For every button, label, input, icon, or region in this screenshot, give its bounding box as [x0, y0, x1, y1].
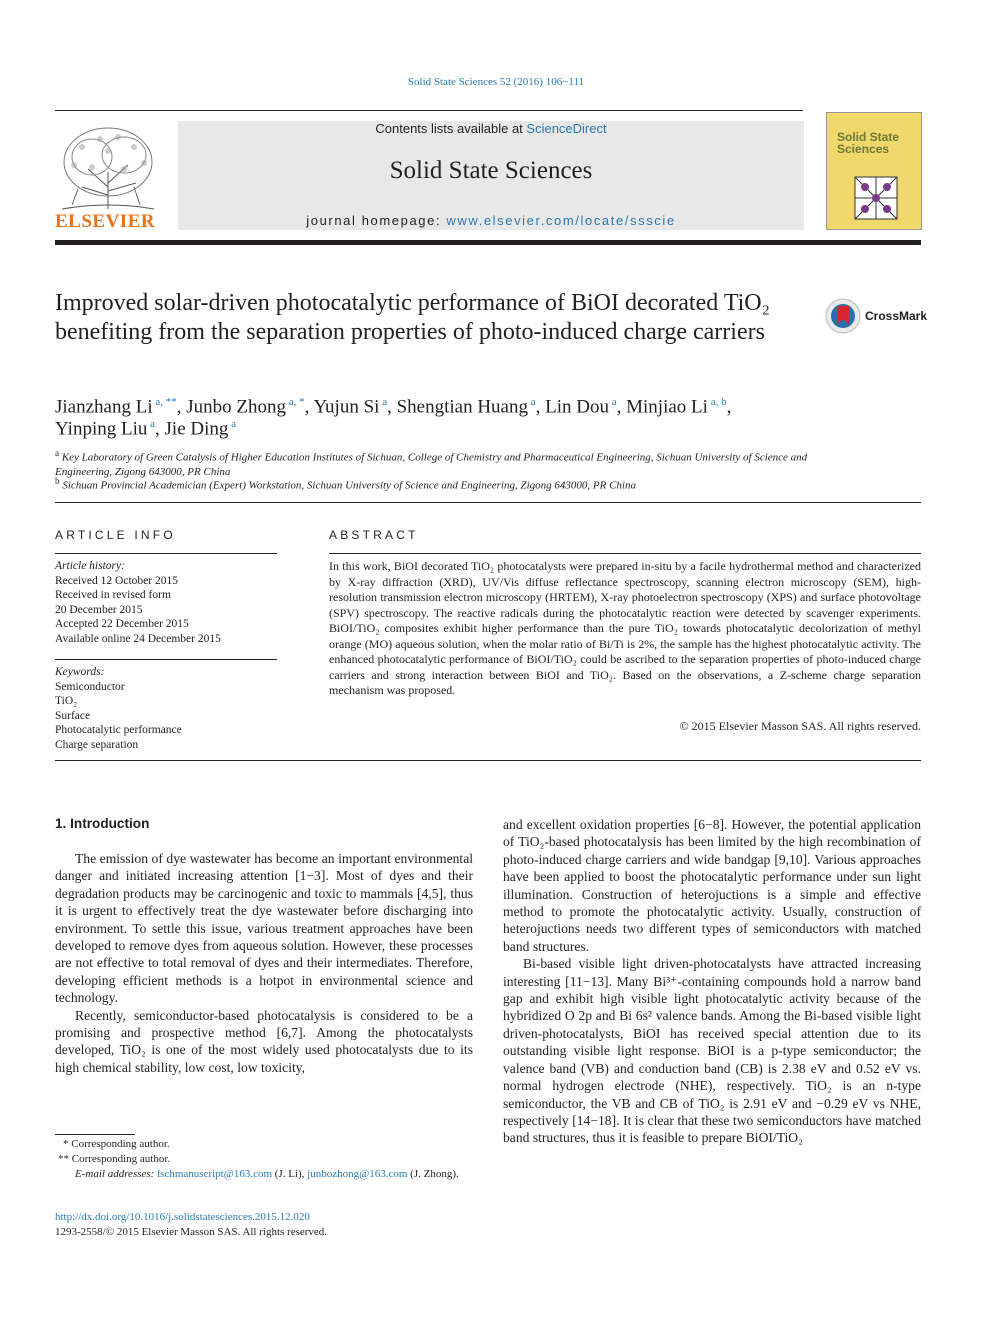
body-rule [55, 760, 921, 761]
abstract-copyright: © 2015 Elsevier Masson SAS. All rights reserved. [679, 719, 921, 733]
contents-line [178, 121, 804, 136]
crossmark-badge[interactable] [825, 296, 928, 336]
author-name: Yujun Si [313, 396, 380, 418]
corresponding-author-1: * Corresponding author. [63, 1138, 170, 1150]
introduction-heading: 1. Introduction [55, 816, 150, 831]
author-name: Minjiao Li [626, 396, 708, 418]
paragraph: The emission of dye wastewater has become an important environmental danger and initiated increasing attention [1−3]. Most of dyes and their degradation products may be carcinogenic and toxic to mammals [4,5], thus it is urgent to effectively treat the dye wastewater before discharging into environment. To settle this issue, various treatment approaches have been developed to remove dyes from aqueous solution. However, these processes are not effective to total removal of dyes and their intermediates. Therefore, developing efficient methods is a hotpot in environmental science and technology. [55, 851, 473, 1006]
footnotes [55, 1137, 473, 1182]
keywords-rule [55, 659, 277, 660]
body-column-right [503, 816, 921, 1147]
article-info-label: ARTICLE INFO [55, 528, 176, 542]
cover-title: Solid State Sciences [837, 130, 900, 156]
keyword-item: Semiconductor [55, 680, 125, 693]
homepage-link[interactable]: www.elsevier.com/locate/ssscie [446, 213, 676, 228]
history-item: Available online 24 December 2015 [55, 632, 221, 645]
header-thick-rule [55, 240, 921, 245]
author-affiliation-marker[interactable]: a [228, 418, 237, 430]
author-affiliation-marker[interactable]: a [527, 396, 536, 408]
crossmark-label: CrossMark [865, 309, 928, 323]
homepage-prefix: journal homepage: [306, 213, 447, 228]
email-label: E-mail addresses: [75, 1168, 155, 1180]
cover-crystal-icon [853, 175, 899, 221]
issn-line: 1293-2558/© 2015 Elsevier Masson SAS. All rights reserved. [55, 1226, 328, 1238]
header-top-rule [55, 110, 803, 111]
keyword-item: TiO₂ [55, 695, 78, 707]
author-affiliation-marker[interactable]: a [608, 396, 617, 408]
email-owner-li: (J. Li), [274, 1168, 305, 1180]
article-history [55, 559, 277, 646]
history-item: 20 December 2015 [55, 603, 143, 616]
abstract-rule [329, 553, 921, 554]
email-link-zhong[interactable]: junbozhong@163.com [307, 1168, 408, 1180]
history-item: Received in revised form [55, 589, 171, 601]
history-label: Article history: [55, 560, 125, 572]
affiliation-b: $^b$ Sichuan Provincial Academician (Expert) Workstation, Sichuan University of Science and Engineering, Zigong 643000, PR China [55, 476, 636, 492]
article-title: Improved solar-driven photocatalytic performance of BiOI decorated TiO₂ benefiting from the separation properties of photo-induced charge carriers [55, 290, 770, 345]
author-name: Shengtian Huang [396, 396, 528, 418]
keyword-item: Surface [55, 709, 91, 722]
author-affiliation-marker[interactable]: a [379, 396, 388, 408]
author-affiliation-marker[interactable]: a [147, 418, 156, 430]
doi-link[interactable]: http://dx.doi.org/10.1016/j.solidstatesciences.2015.12.020 [55, 1211, 310, 1223]
author-name: Jie Ding [164, 418, 229, 440]
keyword-item: Charge separation [55, 738, 139, 751]
email-line [55, 1167, 473, 1182]
crossmark-icon [825, 296, 865, 336]
homepage-line [178, 213, 804, 228]
author-name: Yinping Liu [55, 418, 148, 440]
author-name: Lin Dou [545, 396, 609, 418]
email-link-li[interactable]: lschmanuscript@163.com [157, 1168, 273, 1180]
journal-name: Solid State Sciences [389, 157, 593, 184]
paragraph: and excellent oxidation properties [6−8]. However, the potential application of TiO₂-based photocatalysis has been limited by the high recombination of photo-induced charge carriers and wide bandgap [9,10]. Various approaches have been applied to boost the photocatalytic performance under sun light illumination. Construction of heterojuctions is a simple and effective method to promote the photocatalytic activity. Usually, construction of heterojuctions needs two different types of semiconductors with matched band structures. [503, 817, 921, 954]
author-list-line-1: Jianzhang Li $^{a, **}$, Junbo Zhong $^{a, *}$, Yujun Si $^a$, Shengtian Huang $^a$, Lin Dou $^a$, Minjiao Li $^{a, b}$, [55, 396, 732, 418]
abstract-label: ABSTRACT [329, 528, 419, 542]
keywords-block [55, 665, 277, 752]
abstract-text: In this work, BiOI decorated TiO₂ photocatalysts were prepared in-situ by a facile hydrothermal method and characterized by X-ray diffraction (XRD), UV/Vis diffuse reflectance spectroscopy, scanning electron microscopy (SEM), high-resolution transmission electron microscopy (HRTEM), X-ray photoelectron spectroscopy (XPS) and surface photovoltage (SPV) spectroscopy. The reactive radicals during the photocatalytic reaction were detected by scavenger experiments. BiOI/TiO₂ composites exhibit higher performance than the pure TiO₂ towards photocatalytic decolorization of methyl orange (MO) aqueous solution, when the molar ratio of Bi/Ti is 2%, the sample has the highest photocatalytic activity. The enhanced photocatalytic performance of BiOI/TiO₂ could be ascribed to the separation properties of photo-induced charge carriers and strong interaction between BiOI and TiO₂. Based on the observations, a Z-scheme charge separation mechanism was proposed. [329, 559, 921, 697]
journal-reference[interactable]: Solid State Sciences 52 (2016) 106−111 [407, 76, 585, 88]
affiliation-b-text: Sichuan Provincial Academician (Expert) Workstation, Sichuan University of Science and Engineering, Zigong 643000, PR China [62, 479, 636, 492]
affiliation-a: $^a$ Key Laboratory of Green Catalysis of Higher Education Institutes of Sichuan, College of Chemistry and Pharmaceutical Engineering, Sichuan University of Science and Engineering, Zigong 643000, PR China [55, 448, 808, 478]
author-affiliation-marker[interactable]: a, b [707, 396, 727, 408]
history-item: Accepted 22 December 2015 [55, 618, 189, 630]
paragraph: Bi-based visible light driven-photocatalysts have attracted increasing interesting [11−13]. Many Bi³⁺-containing compounds hold a narrow band gap and exhibit high visible light photocatalytic activity because of the hybridized O 2p and Bi 6s² valence bands. Among the Bi-based visible light driven-photocatalysts, BiOI has received special attention due to its outstanding visible light response. BiOI is a p-type semiconductor; the valence band (VB) and conduction band (CB) is 2.38 eV and 0.52 eV vs. normal hydrogen electrode (NHE), respectively. TiO₂ is an n-type semiconductor, the VB and CB of TiO₂ is 2.91 eV and −0.29 eV vs NHE, respectively [14−18]. It is clear that these two semiconductors have matched band structures, thus it is feasible to prepare BiOI/TiO₂ [503, 956, 921, 1146]
author-name: Jianzhang Li [55, 396, 153, 418]
history-item: Received 12 October 2015 [55, 574, 178, 587]
corresponding-author-2: ** Corresponding author. [58, 1153, 171, 1165]
paragraph: Recently, semiconductor-based photocatalysis is considered to be a promising and prospective method [6,7]. Among the photocatalysts developed, TiO₂ is one of the most widely used photocatalysts due to its high chemical stability, low cost, low toxicity, [55, 1007, 473, 1075]
body-column-left [55, 850, 473, 1076]
author-name: Junbo Zhong [186, 396, 286, 418]
keyword-item: Photocatalytic performance [55, 724, 182, 736]
author-affiliation-marker[interactable]: a, ** [152, 396, 177, 408]
email-owner-zhong: (J. Zhong). [410, 1168, 459, 1180]
affiliation-a-text: Key Laboratory of Green Catalysis of Higher Education Institutes of Sichuan, College of Chemistry and Pharmaceutical Engineering, Sichuan University of Science and Engineering, Zigong 643000, PR China [55, 451, 808, 478]
section-rule [55, 502, 921, 503]
article-info-rule [55, 553, 277, 554]
footnote-rule [55, 1134, 135, 1135]
elsevier-wordmark: ELSEVIER [55, 211, 156, 232]
journal-cover-thumbnail[interactable] [826, 112, 922, 230]
keywords-label: Keywords: [55, 666, 105, 678]
contents-prefix: Contents lists available at [375, 121, 527, 136]
author-list-line-2: Yinping Liu $^a$, Jie Ding $^a$ [55, 418, 237, 440]
sciencedirect-link[interactable]: ScienceDirect [526, 121, 607, 136]
author-affiliation-marker[interactable]: a, * [286, 396, 305, 408]
